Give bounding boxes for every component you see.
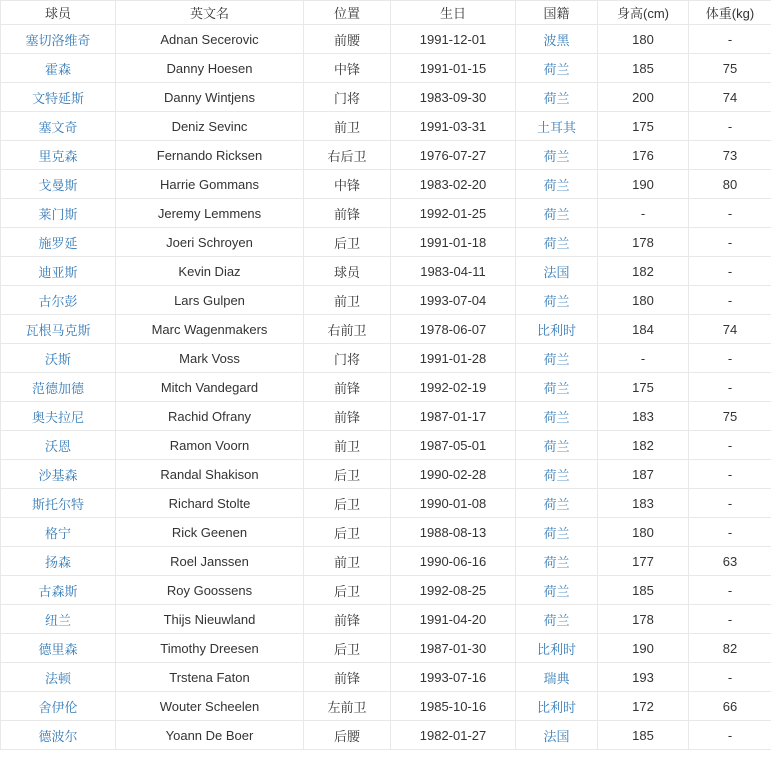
table-row xyxy=(1,228,771,257)
nationality-link[interactable]: 荷兰 xyxy=(543,612,570,628)
player-link[interactable]: 霍森 xyxy=(44,61,71,77)
cell-position: 后卫 xyxy=(304,489,391,518)
header-row xyxy=(1,1,771,25)
cell-height: 185 xyxy=(598,576,689,605)
cell-nationality xyxy=(516,431,598,460)
table-row xyxy=(1,54,771,83)
cell-weight: - xyxy=(689,373,771,402)
cell-player xyxy=(1,460,116,489)
nationality-link[interactable]: 荷兰 xyxy=(543,409,570,425)
cell-nationality xyxy=(516,576,598,605)
cell-height: 175 xyxy=(598,373,689,402)
cell-birthday: 1993-07-04 xyxy=(391,286,516,315)
cell-en_name: Richard Stolte xyxy=(116,489,304,518)
cell-birthday: 1978-06-07 xyxy=(391,315,516,344)
column-header-en_name: 英文名 xyxy=(116,1,304,25)
player-link[interactable]: 德波尔 xyxy=(38,728,78,744)
cell-height: 184 xyxy=(598,315,689,344)
cell-nationality xyxy=(516,489,598,518)
cell-weight: 63 xyxy=(689,547,771,576)
cell-en_name: Danny Hoesen xyxy=(116,54,304,83)
cell-player xyxy=(1,315,116,344)
cell-position: 中锋 xyxy=(304,170,391,199)
cell-nationality xyxy=(516,605,598,634)
cell-nationality xyxy=(516,141,598,170)
cell-nationality xyxy=(516,315,598,344)
cell-weight: 66 xyxy=(689,692,771,721)
cell-weight: - xyxy=(689,721,771,750)
cell-en_name: Mitch Vandegard xyxy=(116,373,304,402)
cell-weight: - xyxy=(689,228,771,257)
cell-position: 前锋 xyxy=(304,373,391,402)
cell-birthday: 1990-06-16 xyxy=(391,547,516,576)
cell-birthday: 1983-09-30 xyxy=(391,83,516,112)
cell-player xyxy=(1,286,116,315)
cell-birthday: 1985-10-16 xyxy=(391,692,516,721)
table-row xyxy=(1,460,771,489)
player-link[interactable]: 塞文奇 xyxy=(38,119,78,135)
player-link[interactable]: 舍伊伦 xyxy=(38,699,78,715)
cell-weight: - xyxy=(689,25,771,54)
cell-height: 172 xyxy=(598,692,689,721)
cell-player xyxy=(1,141,116,170)
nationality-link[interactable]: 荷兰 xyxy=(543,177,570,193)
nationality-link[interactable]: 荷兰 xyxy=(543,235,570,251)
cell-weight: 73 xyxy=(689,141,771,170)
nationality-link[interactable]: 波黑 xyxy=(543,32,570,48)
cell-position: 后卫 xyxy=(304,228,391,257)
cell-player xyxy=(1,83,116,112)
table-row xyxy=(1,489,771,518)
cell-en_name: Randal Shakison xyxy=(116,460,304,489)
player-link[interactable]: 莱门斯 xyxy=(38,206,78,222)
cell-player xyxy=(1,547,116,576)
cell-weight: - xyxy=(689,489,771,518)
cell-player xyxy=(1,721,116,750)
player-link[interactable]: 古尔彭 xyxy=(38,293,78,309)
cell-weight: 74 xyxy=(689,315,771,344)
cell-player xyxy=(1,344,116,373)
cell-weight: - xyxy=(689,518,771,547)
cell-birthday: 1987-01-17 xyxy=(391,402,516,431)
cell-nationality xyxy=(516,692,598,721)
cell-weight: - xyxy=(689,286,771,315)
cell-player xyxy=(1,489,116,518)
cell-height: 180 xyxy=(598,518,689,547)
cell-position: 前卫 xyxy=(304,431,391,460)
table-row xyxy=(1,141,771,170)
player-link[interactable]: 里克森 xyxy=(38,148,78,164)
player-link[interactable]: 德里森 xyxy=(38,641,78,657)
cell-en_name: Yoann De Boer xyxy=(116,721,304,750)
nationality-link[interactable]: 荷兰 xyxy=(543,90,570,106)
cell-weight: - xyxy=(689,663,771,692)
cell-position: 中锋 xyxy=(304,54,391,83)
cell-position: 前腰 xyxy=(304,25,391,54)
cell-position: 左前卫 xyxy=(304,692,391,721)
cell-player xyxy=(1,402,116,431)
cell-position: 右前卫 xyxy=(304,315,391,344)
cell-weight: - xyxy=(689,344,771,373)
cell-height: 178 xyxy=(598,228,689,257)
table-row xyxy=(1,576,771,605)
player-link[interactable]: 塞切洛维奇 xyxy=(25,32,91,48)
table-row xyxy=(1,112,771,141)
cell-en_name: Ramon Voorn xyxy=(116,431,304,460)
cell-nationality xyxy=(516,460,598,489)
table-row xyxy=(1,431,771,460)
cell-height: 182 xyxy=(598,257,689,286)
cell-height: 200 xyxy=(598,83,689,112)
cell-en_name: Timothy Dreesen xyxy=(116,634,304,663)
nationality-link[interactable]: 法国 xyxy=(543,728,570,744)
nationality-link[interactable]: 比利时 xyxy=(536,699,576,715)
cell-en_name: Kevin Diaz xyxy=(116,257,304,286)
cell-en_name: Danny Wintjens xyxy=(116,83,304,112)
cell-birthday: 1990-02-28 xyxy=(391,460,516,489)
cell-nationality xyxy=(516,663,598,692)
nationality-link[interactable]: 荷兰 xyxy=(543,525,570,541)
cell-birthday: 1992-02-19 xyxy=(391,373,516,402)
cell-position: 前卫 xyxy=(304,547,391,576)
cell-position: 前锋 xyxy=(304,663,391,692)
cell-position: 后卫 xyxy=(304,518,391,547)
cell-nationality xyxy=(516,344,598,373)
table-row xyxy=(1,286,771,315)
cell-player xyxy=(1,663,116,692)
cell-nationality xyxy=(516,721,598,750)
cell-birthday: 1991-03-31 xyxy=(391,112,516,141)
table-row xyxy=(1,518,771,547)
table-row xyxy=(1,315,771,344)
cell-birthday: 1991-01-15 xyxy=(391,54,516,83)
cell-weight: 75 xyxy=(689,402,771,431)
cell-player xyxy=(1,54,116,83)
cell-height: 183 xyxy=(598,402,689,431)
table-row xyxy=(1,634,771,663)
nationality-link[interactable]: 荷兰 xyxy=(543,293,570,309)
cell-en_name: Fernando Ricksen xyxy=(116,141,304,170)
cell-en_name: Wouter Scheelen xyxy=(116,692,304,721)
cell-height: 180 xyxy=(598,25,689,54)
cell-position: 后卫 xyxy=(304,634,391,663)
cell-en_name: Lars Gulpen xyxy=(116,286,304,315)
cell-height: 180 xyxy=(598,286,689,315)
nationality-link[interactable]: 荷兰 xyxy=(543,554,570,570)
cell-nationality xyxy=(516,547,598,576)
table-row xyxy=(1,663,771,692)
cell-position: 前卫 xyxy=(304,112,391,141)
cell-nationality xyxy=(516,83,598,112)
cell-en_name: Trstena Faton xyxy=(116,663,304,692)
cell-birthday: 1991-04-20 xyxy=(391,605,516,634)
cell-birthday: 1987-05-01 xyxy=(391,431,516,460)
nationality-link[interactable]: 荷兰 xyxy=(543,496,570,512)
nationality-link[interactable]: 荷兰 xyxy=(543,351,570,367)
nationality-link[interactable]: 荷兰 xyxy=(543,61,570,77)
cell-position: 球员 xyxy=(304,257,391,286)
cell-nationality xyxy=(516,634,598,663)
cell-weight: 80 xyxy=(689,170,771,199)
column-header-weight: 体重(kg) xyxy=(689,1,771,25)
cell-player xyxy=(1,25,116,54)
table-row xyxy=(1,83,771,112)
cell-player xyxy=(1,518,116,547)
cell-weight: - xyxy=(689,460,771,489)
cell-player xyxy=(1,228,116,257)
column-header-player: 球员 xyxy=(1,1,116,25)
cell-nationality xyxy=(516,54,598,83)
player-link[interactable]: 戈曼斯 xyxy=(38,177,78,193)
cell-birthday: 1983-04-11 xyxy=(391,257,516,286)
table-row xyxy=(1,257,771,286)
cell-en_name: Roy Goossens xyxy=(116,576,304,605)
cell-nationality xyxy=(516,170,598,199)
cell-en_name: Marc Wagenmakers xyxy=(116,315,304,344)
cell-height: 190 xyxy=(598,170,689,199)
player-link[interactable]: 沙基森 xyxy=(38,467,78,483)
nationality-link[interactable]: 荷兰 xyxy=(543,438,570,454)
player-link[interactable]: 沃斯 xyxy=(44,351,71,367)
nationality-link[interactable]: 荷兰 xyxy=(543,583,570,599)
cell-birthday: 1993-07-16 xyxy=(391,663,516,692)
cell-player xyxy=(1,170,116,199)
cell-player xyxy=(1,431,116,460)
cell-birthday: 1990-01-08 xyxy=(391,489,516,518)
cell-weight: - xyxy=(689,431,771,460)
player-link[interactable]: 沃恩 xyxy=(44,438,71,454)
cell-en_name: Rachid Ofrany xyxy=(116,402,304,431)
cell-position: 前锋 xyxy=(304,402,391,431)
player-link[interactable]: 瓦根马克斯 xyxy=(25,322,91,338)
cell-weight: - xyxy=(689,257,771,286)
cell-en_name: Roel Janssen xyxy=(116,547,304,576)
player-link[interactable]: 古森斯 xyxy=(38,583,78,599)
cell-height: 176 xyxy=(598,141,689,170)
nationality-link[interactable]: 荷兰 xyxy=(543,467,570,483)
cell-weight: - xyxy=(689,576,771,605)
cell-position: 后卫 xyxy=(304,460,391,489)
nationality-link[interactable]: 瑞典 xyxy=(543,670,570,686)
cell-height: 190 xyxy=(598,634,689,663)
player-link[interactable]: 施罗延 xyxy=(38,235,78,251)
cell-weight: 74 xyxy=(689,83,771,112)
cell-height: 182 xyxy=(598,431,689,460)
nationality-link[interactable]: 荷兰 xyxy=(543,148,570,164)
cell-height: 178 xyxy=(598,605,689,634)
cell-height: 187 xyxy=(598,460,689,489)
cell-nationality xyxy=(516,286,598,315)
cell-birthday: 1991-12-01 xyxy=(391,25,516,54)
column-header-height: 身高(cm) xyxy=(598,1,689,25)
cell-nationality xyxy=(516,373,598,402)
cell-position: 前锋 xyxy=(304,605,391,634)
table-row xyxy=(1,692,771,721)
cell-player xyxy=(1,112,116,141)
player-link[interactable]: 奥夫拉尼 xyxy=(31,409,84,425)
cell-birthday: 1992-01-25 xyxy=(391,199,516,228)
cell-birthday: 1992-08-25 xyxy=(391,576,516,605)
cell-position: 门将 xyxy=(304,344,391,373)
player-link[interactable]: 扬森 xyxy=(44,554,71,570)
cell-position: 前锋 xyxy=(304,199,391,228)
cell-nationality xyxy=(516,199,598,228)
cell-en_name: Harrie Gommans xyxy=(116,170,304,199)
cell-height: 185 xyxy=(598,54,689,83)
cell-position: 前卫 xyxy=(304,286,391,315)
table-row xyxy=(1,199,771,228)
cell-nationality xyxy=(516,25,598,54)
player-link[interactable]: 范德加德 xyxy=(31,380,84,396)
nationality-link[interactable]: 比利时 xyxy=(536,641,576,657)
cell-player xyxy=(1,257,116,286)
cell-position: 右后卫 xyxy=(304,141,391,170)
player-link[interactable]: 斯托尔特 xyxy=(31,496,84,512)
column-header-birthday: 生日 xyxy=(391,1,516,25)
column-header-position: 位置 xyxy=(304,1,391,25)
table-row xyxy=(1,170,771,199)
cell-nationality xyxy=(516,402,598,431)
cell-en_name: Rick Geenen xyxy=(116,518,304,547)
cell-player xyxy=(1,199,116,228)
nationality-link[interactable]: 土耳其 xyxy=(536,119,576,135)
cell-position: 后卫 xyxy=(304,576,391,605)
player-link[interactable]: 迪亚斯 xyxy=(38,264,78,280)
table-row xyxy=(1,605,771,634)
cell-birthday: 1991-01-18 xyxy=(391,228,516,257)
table-row xyxy=(1,547,771,576)
column-header-nationality: 国籍 xyxy=(516,1,598,25)
nationality-link[interactable]: 法国 xyxy=(543,264,570,280)
player-link[interactable]: 文特延斯 xyxy=(31,90,84,106)
cell-birthday: 1982-01-27 xyxy=(391,721,516,750)
player-link[interactable]: 法顿 xyxy=(44,670,71,686)
table-row xyxy=(1,402,771,431)
cell-weight: - xyxy=(689,605,771,634)
cell-birthday: 1976-07-27 xyxy=(391,141,516,170)
nationality-link[interactable]: 荷兰 xyxy=(543,206,570,222)
cell-en_name: Mark Voss xyxy=(116,344,304,373)
cell-en_name: Adnan Secerovic xyxy=(116,25,304,54)
player-link[interactable]: 格宁 xyxy=(44,525,71,541)
cell-weight: 82 xyxy=(689,634,771,663)
cell-height: 175 xyxy=(598,112,689,141)
cell-player xyxy=(1,692,116,721)
cell-position: 后腰 xyxy=(304,721,391,750)
table-row xyxy=(1,344,771,373)
cell-height: - xyxy=(598,199,689,228)
table-row xyxy=(1,373,771,402)
cell-nationality xyxy=(516,518,598,547)
cell-weight: - xyxy=(689,112,771,141)
cell-en_name: Deniz Sevinc xyxy=(116,112,304,141)
table-row xyxy=(1,25,771,54)
cell-birthday: 1991-01-28 xyxy=(391,344,516,373)
cell-nationality xyxy=(516,228,598,257)
cell-en_name: Joeri Schroyen xyxy=(116,228,304,257)
cell-birthday: 1983-02-20 xyxy=(391,170,516,199)
cell-height: 193 xyxy=(598,663,689,692)
cell-en_name: Jeremy Lemmens xyxy=(116,199,304,228)
nationality-link[interactable]: 比利时 xyxy=(536,322,576,338)
player-link[interactable]: 纽兰 xyxy=(44,612,71,628)
cell-height: 185 xyxy=(598,721,689,750)
cell-nationality xyxy=(516,257,598,286)
cell-nationality xyxy=(516,112,598,141)
cell-birthday: 1988-08-13 xyxy=(391,518,516,547)
cell-player xyxy=(1,605,116,634)
cell-height: - xyxy=(598,344,689,373)
cell-height: 177 xyxy=(598,547,689,576)
cell-height: 183 xyxy=(598,489,689,518)
cell-weight: 75 xyxy=(689,54,771,83)
cell-position: 门将 xyxy=(304,83,391,112)
cell-birthday: 1987-01-30 xyxy=(391,634,516,663)
cell-player xyxy=(1,373,116,402)
cell-weight: - xyxy=(689,199,771,228)
table-row xyxy=(1,721,771,750)
nationality-link[interactable]: 荷兰 xyxy=(543,380,570,396)
cell-en_name: Thijs Nieuwland xyxy=(116,605,304,634)
cell-player xyxy=(1,576,116,605)
cell-player xyxy=(1,634,116,663)
